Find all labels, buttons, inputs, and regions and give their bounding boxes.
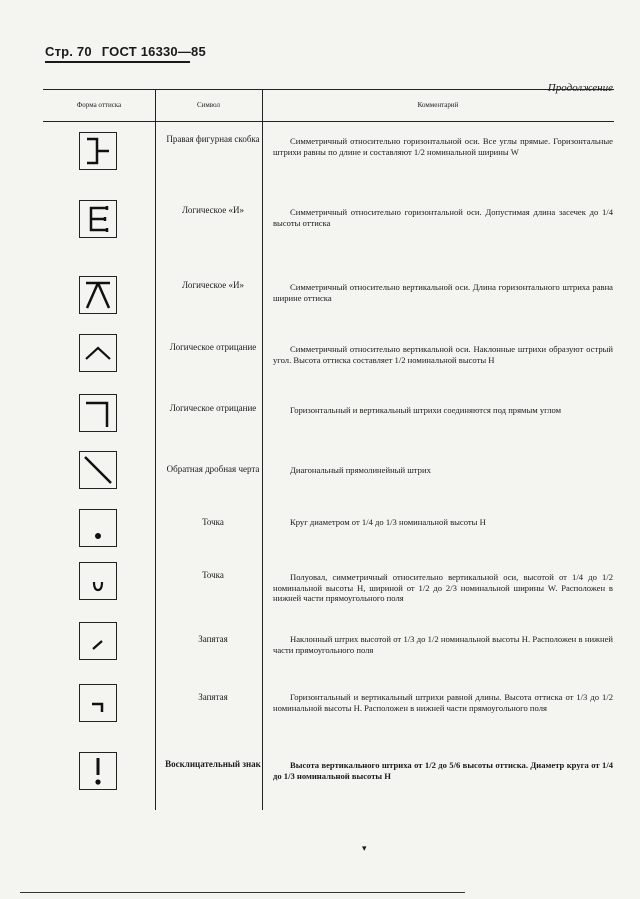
- standard-number: ГОСТ 16330—85: [101, 44, 206, 59]
- half-oval-dot-icon: [80, 563, 116, 599]
- comment-text: Круг диаметром от 1/4 до 1/3 номинальной высоты H: [290, 517, 486, 527]
- comment-text: Симметричный относительно горизонтальной оси. Допустимая длина засечек до 1/4 высоты оттиска: [273, 207, 613, 228]
- symbol-name: Логическое отрицание: [169, 403, 257, 413]
- comment-text: Симметричный относительно вертикальной оси. Длина горизонтального штриха равна ширине оттиска: [273, 282, 613, 303]
- exclamation-icon: [80, 753, 116, 789]
- table-header-rule: [43, 121, 614, 122]
- logical-not-caret-icon: [80, 335, 116, 371]
- comment-text: Симметричный относительно вертикальной оси. Наклонные штрихи образуют острый угол. Высота оттиска составляет 1/2 номинальной высоты H: [273, 344, 613, 365]
- page-number: Стр. 70: [45, 44, 92, 59]
- logical-and-e-icon: [80, 201, 116, 237]
- symbol-name: Точка: [202, 570, 224, 580]
- bottom-rule: [20, 892, 465, 893]
- column-header-form: Форма оттиска: [76, 101, 122, 109]
- stamp-frame: [79, 334, 117, 372]
- stamp-frame: [79, 132, 117, 170]
- slanted-comma-icon: [80, 623, 116, 659]
- symbol-name: Логическое «И»: [182, 205, 244, 215]
- comment-text: Высота вертикального штриха от 1/2 до 5/6 высоты оттиска. Диаметр круга от 1/4 до 1/3 номинальной высоты H: [273, 760, 613, 781]
- symbol-name: Восклицательный знак: [165, 759, 261, 769]
- logical-and-wedge-icon: [80, 277, 116, 313]
- symbol-name: Логическое «И»: [182, 280, 244, 290]
- page-header: [45, 44, 216, 59]
- comment-text: Симметричный относительно горизонтальной оси. Все углы прямые. Горизонтальные штрихи равны по длине и составляют 1/2 номинальной ширины W: [273, 136, 613, 157]
- symbol-name: Запятая: [198, 634, 228, 644]
- comment-text: Диагональный прямолинейный штрих: [290, 465, 431, 475]
- comment-text: Полуовал, симметричный относительно вертикальной оси, высотой от 1/4 до 1/2 номинальной высоты H, шириной от 1/2 до 2/3 номинальной ширины W. Расположен в нижней части прямоугольного поля: [273, 572, 613, 603]
- angle-comma-icon: [80, 685, 116, 721]
- header-rule: [45, 61, 190, 63]
- symbol-name: Логическое отрицание: [169, 342, 257, 352]
- column-divider: [155, 89, 156, 810]
- comment-text: Горизонтальный и вертикальный штрихи соединяются под прямым углом: [290, 405, 562, 415]
- right-curly-bracket-icon: [80, 133, 116, 169]
- stamp-frame: [79, 394, 117, 432]
- backslash-icon: [80, 452, 116, 488]
- stamp-frame: [79, 200, 117, 238]
- logical-not-hook-icon: [80, 395, 116, 431]
- stamp-frame: [79, 276, 117, 314]
- page-mark: ▾: [362, 843, 367, 853]
- stamp-frame: [79, 509, 117, 547]
- stamp-frame: [79, 684, 117, 722]
- symbol-name: Запятая: [198, 692, 228, 702]
- stamp-frame: [79, 451, 117, 489]
- continuation-label: Продолжение: [547, 82, 613, 94]
- column-header-comment: Комментарий: [417, 101, 459, 109]
- column-header-symbol: Символ: [196, 101, 220, 109]
- comment-text: Горизонтальный и вертикальный штрихи равной длины. Высота оттиска от 1/3 до 1/2 номинальной высоты H. Расположен в нижней части прямоугольного поля: [273, 692, 613, 713]
- stamp-frame: [79, 622, 117, 660]
- symbol-name: Обратная дробная черта: [166, 464, 260, 474]
- dot-icon: [80, 510, 116, 546]
- stamp-frame: [79, 562, 117, 600]
- symbol-name: Точка: [202, 517, 224, 527]
- table-top-rule: [43, 89, 614, 90]
- stamp-frame: [79, 752, 117, 790]
- symbol-name: Правая фигурная скобка: [166, 134, 260, 144]
- comment-text: Наклонный штрих высотой от 1/3 до 1/2 номинальной высоты H. Расположен в нижней части прямоугольного поля: [273, 634, 613, 655]
